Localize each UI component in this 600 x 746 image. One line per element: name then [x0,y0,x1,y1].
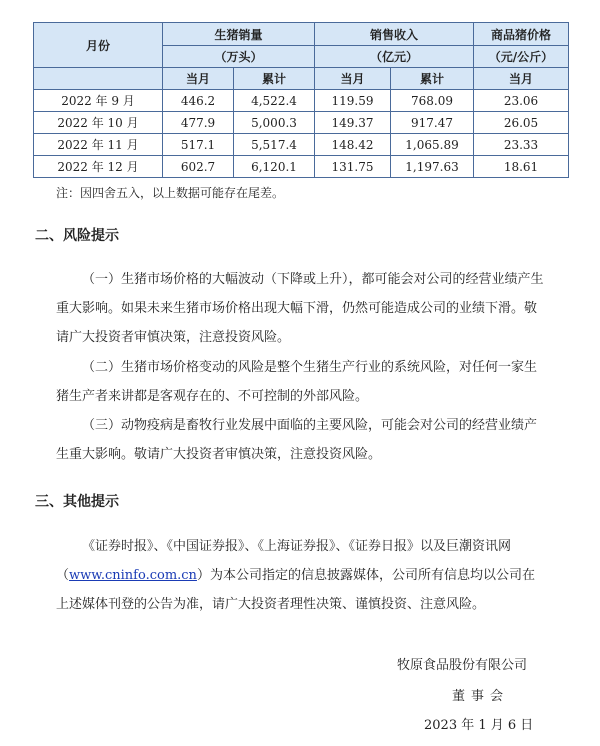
cell-rev-cumulative: 768.09 [391,90,474,112]
cell-vol-cumulative: 6,120.1 [234,156,315,178]
header-vol-cumulative: 累计 [234,68,315,90]
cell-vol-current: 602.7 [163,156,234,178]
cell-price: 23.06 [474,90,569,112]
announcement-date: 2023 年 1 月 6 日 [424,718,534,733]
header-month: 月份 [34,23,163,68]
cell-vol-cumulative: 4,522.4 [234,90,315,112]
header-sales-volume: 生猪销量 [163,23,315,46]
other-paragraph-after: ）为本公司指定的信息披露媒体，公司所有信息均以公司在上述媒体刊登的公告为准，请广大投资者理性决策、谨慎投资、注意风险。 [56,568,535,612]
header-revenue-unit: （亿元） [315,46,474,68]
header-revenue: 销售收入 [315,23,474,46]
cell-rev-current: 149.37 [315,112,391,134]
header-price-unit: （元/公斤） [474,46,569,68]
risk-paragraph-2: （二）生猪市场价格变动的风险是整个生猪生产行业的系统风险，对任何一家生猪生产者来讲都是客观存在的、不可控制的外部风险。 [56,360,538,404]
table-row [34,112,569,134]
cell-rev-cumulative: 1,065.89 [391,134,474,156]
header-price-current: 当月 [474,68,569,90]
cell-month: 2022 年 9 月 [34,90,163,112]
header-price: 商品猪价格 [474,23,569,46]
other-paragraph-before: 《证券时报》、《中国证券报》、《上海证券报》、《证券日报》以及巨潮资讯网（ [56,539,512,583]
header-month-blank [34,68,163,90]
cell-price: 23.33 [474,134,569,156]
rounding-note: 注：因四舍五入，以上数据可能存在尾差。 [56,186,285,200]
header-rev-current: 当月 [315,68,391,90]
cell-rev-cumulative: 917.47 [391,112,474,134]
risk-paragraph-1: （一）生猪市场价格的大幅波动（下降或上升），都可能会对公司的经营业绩产生重大影响。如果未来生猪市场价格出现大幅下滑，仍然可能造成公司的业绩下滑。敬请广大投资者审慎决策，注意投资风险。 [56,272,544,345]
header-vol-current: 当月 [163,68,234,90]
company-name: 牧原食品股份有限公司 [397,658,528,673]
header-rev-cumulative: 累计 [391,68,474,90]
sales-table [33,22,569,178]
cell-vol-current: 446.2 [163,90,234,112]
table-row [34,134,569,156]
header-sales-volume-unit: （万头） [163,46,315,68]
cell-rev-current: 119.59 [315,90,391,112]
cell-vol-current: 517.1 [163,134,234,156]
cell-rev-current: 131.75 [315,156,391,178]
cell-month: 2022 年 10 月 [34,112,163,134]
risk-section-title: 二、风险提示 [35,228,119,244]
cell-month: 2022 年 12 月 [34,156,163,178]
cninfo-link[interactable]: www.cninfo.com.cn [69,568,197,583]
table-row [34,156,569,178]
cell-month: 2022 年 11 月 [34,134,163,156]
cell-vol-cumulative: 5,000.3 [234,112,315,134]
table-row [34,90,569,112]
cell-rev-cumulative: 1,197.63 [391,156,474,178]
cell-price: 18.61 [474,156,569,178]
board-label: 董事会 [452,689,510,704]
cell-rev-current: 148.42 [315,134,391,156]
other-section-title: 三、其他提示 [35,494,119,510]
other-paragraph [56,532,546,619]
cell-vol-current: 477.9 [163,112,234,134]
risk-paragraph-3: （三）动物疫病是畜牧行业发展中面临的主要风险，可能会对公司的经营业绩产生重大影响。敬请广大投资者审慎决策，注意投资风险。 [56,418,538,462]
cell-vol-cumulative: 5,517.4 [234,134,315,156]
cell-price: 26.05 [474,112,569,134]
